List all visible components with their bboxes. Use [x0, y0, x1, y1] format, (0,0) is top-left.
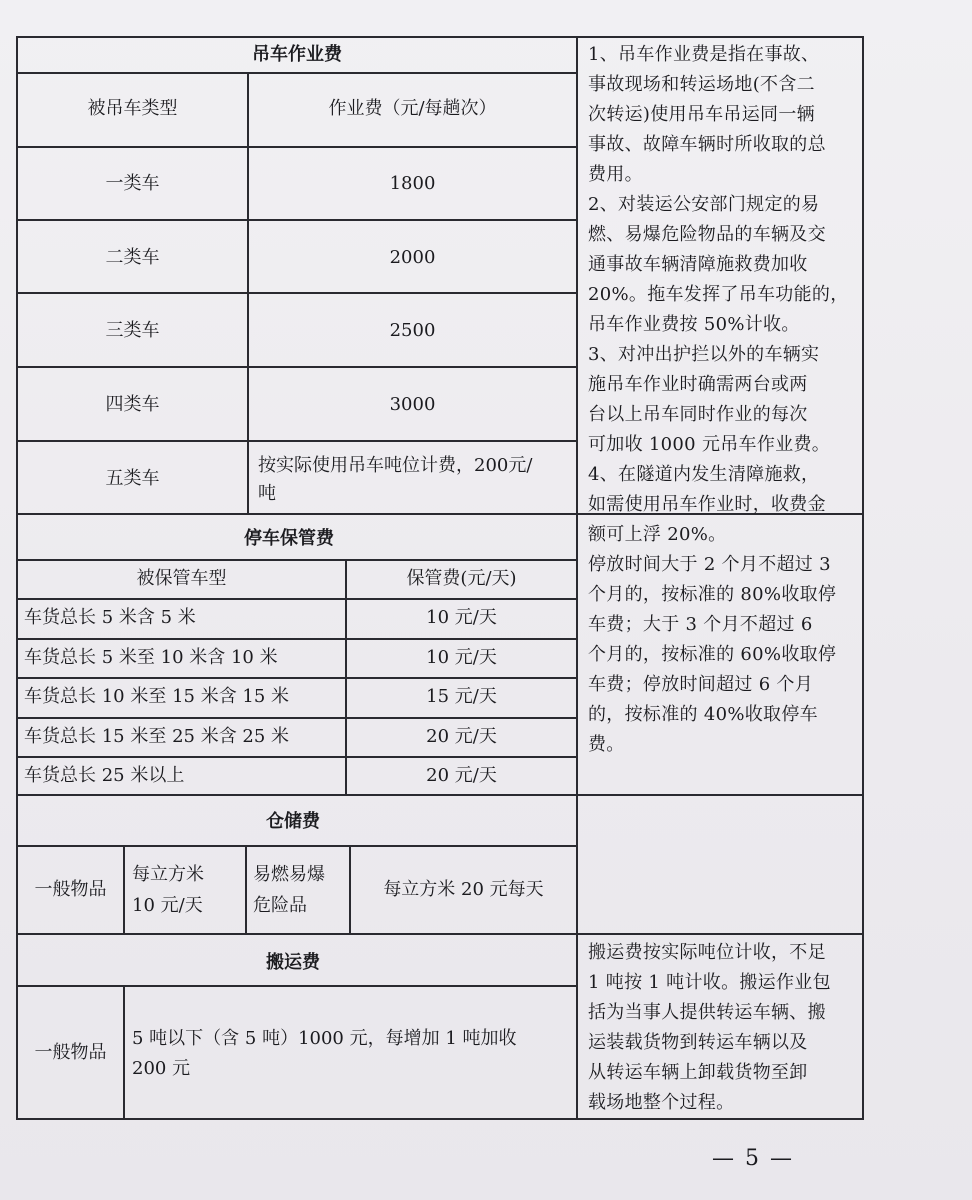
table-border: [16, 219, 578, 221]
note-line: 车费；大于 3 个月不超过 6: [588, 614, 813, 635]
table-border: [16, 72, 578, 74]
handling-fee-title: 搬运费: [266, 952, 320, 973]
crane-row-type: 二类车: [105, 247, 160, 268]
table-border: [16, 638, 578, 640]
crane-row-type: 五类车: [105, 468, 160, 489]
note-line: 通事故车辆清障施救费加收: [588, 254, 808, 275]
table-border: [16, 933, 864, 935]
note-line: 个月的，按标准的 80%收取停: [588, 584, 837, 605]
storage-item: 一般物品: [34, 879, 107, 900]
note-line: 车费；停放时间超过 6 个月: [588, 674, 814, 695]
parking-row-fee: 20 元/天: [426, 765, 497, 786]
parking-fee-title: 停车保管费: [244, 528, 334, 549]
storage-general-fee-line1: 每立方米: [132, 864, 204, 885]
note-line: 如需使用吊车作业时，收费金: [588, 494, 826, 515]
storage-hazard-fee: 每立方米 20 元每天: [383, 879, 544, 900]
storage-hazard-line2: 危险品: [253, 895, 307, 916]
table-border: [345, 559, 347, 795]
note-line: 从转运车辆上卸载货物至卸: [588, 1062, 808, 1083]
parking-row-fee: 10 元/天: [426, 647, 497, 668]
note-line: 的，按标准的 40%收取停车: [588, 704, 818, 725]
note-line: 个月的，按标准的 60%收取停: [588, 644, 837, 665]
note-line: 费。: [588, 734, 625, 755]
crane-row-fee-line2: 吨: [258, 483, 276, 504]
table-border: [247, 72, 249, 514]
crane-col-fee-header: 作业费（元/每趟次）: [328, 98, 497, 119]
parking-col-type-header: 被保管车型: [136, 568, 227, 589]
table-border: [123, 985, 125, 1120]
crane-fee-notes: [588, 40, 858, 550]
table-border: [16, 292, 578, 294]
storage-general-fee-line2: 10 元/天: [132, 895, 203, 916]
note-line: 施吊车作业时确需两台或两: [588, 374, 808, 395]
table-border: [16, 598, 578, 600]
crane-row-fee: 2500: [389, 320, 436, 341]
table-border: [576, 36, 578, 1120]
note-line: 1、吊车作业费是指在事故、: [588, 44, 820, 65]
storage-hazard-line1: 易燃易爆: [253, 864, 325, 885]
note-line: 2、对装运公安部门规定的易: [588, 194, 820, 215]
handling-fee-line2: 200 元: [132, 1058, 191, 1079]
parking-row-type: 车货总长 5 米至 10 米含 10 米: [24, 647, 278, 668]
note-line: 燃、易爆危险物品的车辆及交: [588, 224, 826, 245]
note-line: 额可上浮 20%。: [588, 524, 727, 545]
table-border: [862, 36, 864, 1120]
storage-fee-title: 仓储费: [266, 811, 320, 832]
table-border: [123, 845, 125, 934]
parking-fee-notes: [588, 550, 858, 760]
table-border: [16, 756, 578, 758]
note-line: 可加收 1000 元吊车作业费。: [588, 434, 831, 455]
note-line: 次转运)使用吊车吊运同一辆: [588, 104, 815, 125]
table-border: [16, 677, 578, 679]
table-border: [16, 845, 578, 847]
parking-row-fee: 15 元/天: [426, 686, 497, 707]
table-border: [16, 1118, 864, 1120]
note-line: 运装载货物到转运车辆以及: [588, 1032, 808, 1053]
note-line: 搬运费按实际吨位计收，不足: [588, 942, 826, 963]
crane-fee-title: 吊车作业费: [252, 44, 342, 65]
table-border: [16, 559, 578, 561]
table-border: [16, 717, 578, 719]
crane-row-fee: 3000: [389, 394, 436, 415]
crane-row-fee-line1: 按实际使用吊车吨位计费，200元/: [258, 455, 533, 476]
table-border: [16, 36, 864, 38]
handling-item: 一般物品: [34, 1042, 107, 1063]
table-border: [16, 985, 578, 987]
note-line: 20%。拖车发挥了吊车功能的，: [588, 284, 849, 305]
note-line: 事故、故障车辆时所收取的总: [588, 134, 826, 155]
note-line: 停放时间大于 2 个月不超过 3: [588, 554, 831, 575]
table-border: [16, 146, 578, 148]
note-line: 台以上吊车同时作业的每次: [588, 404, 808, 425]
parking-row-fee: 20 元/天: [426, 726, 497, 747]
handling-fee-notes: [588, 938, 858, 1118]
note-line: 事故现场和转运场地(不含二: [588, 74, 815, 95]
parking-row-type: 车货总长 15 米至 25 米含 25 米: [24, 726, 290, 747]
note-line: 费用。: [588, 164, 643, 185]
crane-row-type: 四类车: [105, 394, 160, 415]
note-line: 1 吨按 1 吨计收。搬运作业包: [588, 972, 831, 993]
note-line: 括为当事人提供转运车辆、搬: [588, 1002, 826, 1023]
crane-row-fee: 1800: [389, 173, 436, 194]
page-number: — 5 —: [712, 1146, 794, 1171]
parking-col-fee-header: 保管费(元/天): [406, 568, 517, 589]
crane-col-type-header: 被吊车类型: [87, 98, 178, 119]
note-line: 4、在隧道内发生清障施救，: [588, 464, 820, 485]
crane-row-fee: 2000: [389, 247, 436, 268]
note-line: 载场地整个过程。: [588, 1092, 735, 1113]
table-border: [16, 794, 864, 796]
table-border: [245, 845, 247, 934]
handling-fee-line1: 5 吨以下（含 5 吨）1000 元，每增加 1 吨加收: [132, 1028, 517, 1049]
crane-row-type: 一类车: [105, 173, 160, 194]
note-line: 吊车作业费按 50%计收。: [588, 314, 800, 335]
note-line: 3、对冲出护拦以外的车辆实: [588, 344, 820, 365]
parking-row-type: 车货总长 5 米含 5 米: [24, 607, 196, 628]
parking-row-type: 车货总长 10 米至 15 米含 15 米: [24, 686, 290, 707]
table-border: [16, 366, 578, 368]
table-border: [16, 440, 578, 442]
parking-row-type: 车货总长 25 米以上: [24, 765, 185, 786]
parking-row-fee: 10 元/天: [426, 607, 497, 628]
crane-row-type: 三类车: [105, 320, 160, 341]
